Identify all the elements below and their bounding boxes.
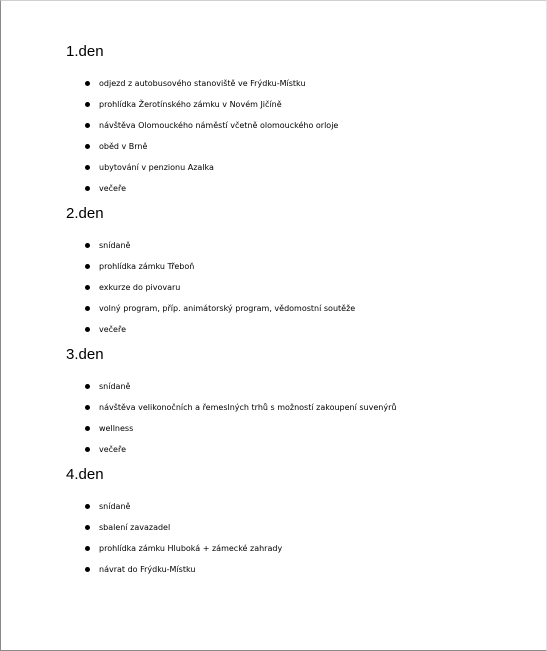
list-item-text: snídaně [99,502,131,511]
list-item-text: prohlídka Žerotínského zámku v Novém Jičíně [99,100,282,109]
day-item-list [66,376,516,460]
list-item [66,136,516,157]
list-item-text: snídaně [99,382,131,391]
bullet-icon [85,384,90,389]
bullet-icon [85,525,90,530]
bullet-icon [85,405,90,410]
bullet-icon [85,186,90,191]
list-item-text: ubytování v penzionu Azalka [99,163,214,172]
list-item-text: sbalení zavazadel [99,523,171,532]
day-section [66,42,516,199]
list-item-text: oběd v Brně [99,142,148,151]
day-section [66,465,516,580]
bullet-icon [85,243,90,248]
list-item [66,235,516,256]
list-item [66,439,516,460]
list-item [66,94,516,115]
list-item [66,319,516,340]
day-heading: 2.den [66,205,104,222]
list-item-text: snídaně [99,241,131,250]
list-item-text: večeře [99,184,127,193]
list-item-text: návštěva velikonočních a řemeslných trhů s možností zakoupení suvenýrů [99,403,397,412]
bullet-icon [85,504,90,509]
list-item-text: prohlídka zámku Třeboň [99,262,195,271]
list-item [66,418,516,439]
day-section [66,204,516,340]
day-heading: 3.den [66,346,104,363]
bullet-icon [85,81,90,86]
day-heading: 1.den [66,43,104,60]
bullet-icon [85,285,90,290]
list-item [66,298,516,319]
list-item [66,157,516,178]
list-item [66,376,516,397]
list-item-text: odjezd z autobusového stanoviště ve Frýdku-Místku [99,79,306,88]
list-item-text: návrat do Frýdku-Místku [99,565,196,574]
bullet-icon [85,306,90,311]
list-item [66,538,516,559]
day-item-list [66,235,516,340]
list-item [66,178,516,199]
list-item-text: večeře [99,445,127,454]
list-item [66,277,516,298]
list-item-text: volný program, příp. animátorský program, vědomostní soutěže [99,304,356,313]
list-item-text: večeře [99,325,127,334]
list-item [66,256,516,277]
list-item [66,517,516,538]
day-section [66,345,516,460]
list-item [66,73,516,94]
day-item-list [66,73,516,199]
bullet-icon [85,447,90,452]
list-item [66,115,516,136]
bullet-icon [85,264,90,269]
day-item-list [66,496,516,580]
list-item-text: prohlídka zámku Hluboká + zámecké zahrady [99,544,283,553]
list-item [66,559,516,580]
bullet-icon [85,165,90,170]
list-item-text: wellness [99,424,134,433]
bullet-icon [85,123,90,128]
itinerary [66,42,516,585]
bullet-icon [85,327,90,332]
bullet-icon [85,546,90,551]
bullet-icon [85,567,90,572]
bullet-icon [85,102,90,107]
list-item-text: exkurze do pivovaru [99,283,181,292]
list-item-text: návštěva Olomouckého náměstí včetně olomouckého orloje [99,121,339,130]
bullet-icon [85,144,90,149]
day-heading: 4.den [66,466,104,483]
list-item [66,397,516,418]
list-item [66,496,516,517]
bullet-icon [85,426,90,431]
